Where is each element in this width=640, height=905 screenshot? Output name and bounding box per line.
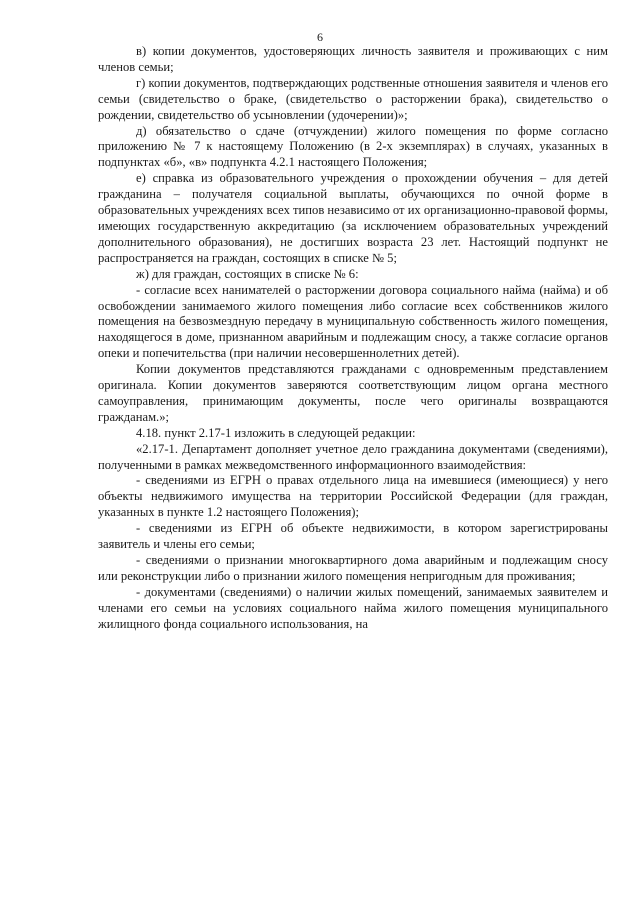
paragraph: ж) для граждан, состоящих в списке № 6: [136, 266, 359, 281]
paragraph: Копии документов представляются гражданами с одновременным представлением оригинала. Копии документов заверяются соответствующим лицом органа местного самоуправления, принимающим документы, после чего оригиналы возвращаются гражданам.»; [98, 362, 608, 424]
paragraph: е) справка из образовательного учреждения о прохождении обучения – для детей гражданина – получателя социальной выплаты, обучающихся по очной форме в образовательных учреждениях всех типов независимо от их организационно-правовой формы, имеющих государственную аккредитацию (за исключением образовательных учреждений дополнительного образования), не достигших возраста 23 лет. Настоящий подпункт не распространяется на граждан, состоящих в списке № 5; [98, 171, 608, 265]
paragraph: г) копии документов, подтверждающих родственные отношения заявителя и членов его семьи (свидетельство о браке, (свидетельство о расторжении брака), свидетельство о рождении, свидетельство об усыновлении (удочерении)»; [98, 75, 608, 122]
paragraph: д) обязательство о сдаче (отчуждении) жилого помещения по форме согласно приложению № 7 к настоящему Положению (в 2-х экземплярах) в случаях, указанных в подпунктах «б», «в» подпункта 4.2.1 настоящего Положения; [98, 123, 608, 170]
paragraph: - сведениями о признании многоквартирного дома аварийным и подлежащим сносу или реконструкции либо о признании жилого помещения непригодным для проживания; [98, 553, 608, 583]
paragraph: - сведениями из ЕГРН о правах отдельного лица на имевшиеся (имеющиеся) у него объекты недвижимого имущества на территории Российской Федерации (для граждан, указанных в пункте 1.2 настоящего Положения); [98, 473, 608, 520]
page-number: 6 [317, 30, 323, 44]
paragraph: «2.17-1. Департамент дополняет учетное дело гражданина документами (сведениями), полученными в рамках межведомственного информационного взаимодействия: [98, 441, 608, 472]
paragraph: - согласие всех нанимателей о расторжении договора социального найма (найма) и об освобождении занимаемого жилого помещения либо согласие всех собственников жилого помещения на безвозмездную передачу в муниципальную собственность жилого помещения, находящегося в доме, признанном аварийным и подлежащим сносу, а также согласие органов опеки и попечительства (при наличии несовершеннолетних детей). [98, 282, 608, 361]
paragraph: - сведениями из ЕГРН об объекте недвижимости, в котором зарегистрированы заявитель и члены его семьи; [98, 521, 608, 552]
paragraph: 4.18. пункт 2.17-1 изложить в следующей редакции: [136, 425, 416, 440]
paragraph: - документами (сведениями) о наличии жилых помещений, занимаемых заявителем и членами его семьи на условиях социального найма жилого помещения муниципального жилищного фонда социального использования, на [98, 584, 608, 631]
paragraph: в) копии документов, удостоверяющих личность заявителя и проживающих с ним членов семьи; [98, 44, 608, 74]
document-body [98, 44, 608, 633]
